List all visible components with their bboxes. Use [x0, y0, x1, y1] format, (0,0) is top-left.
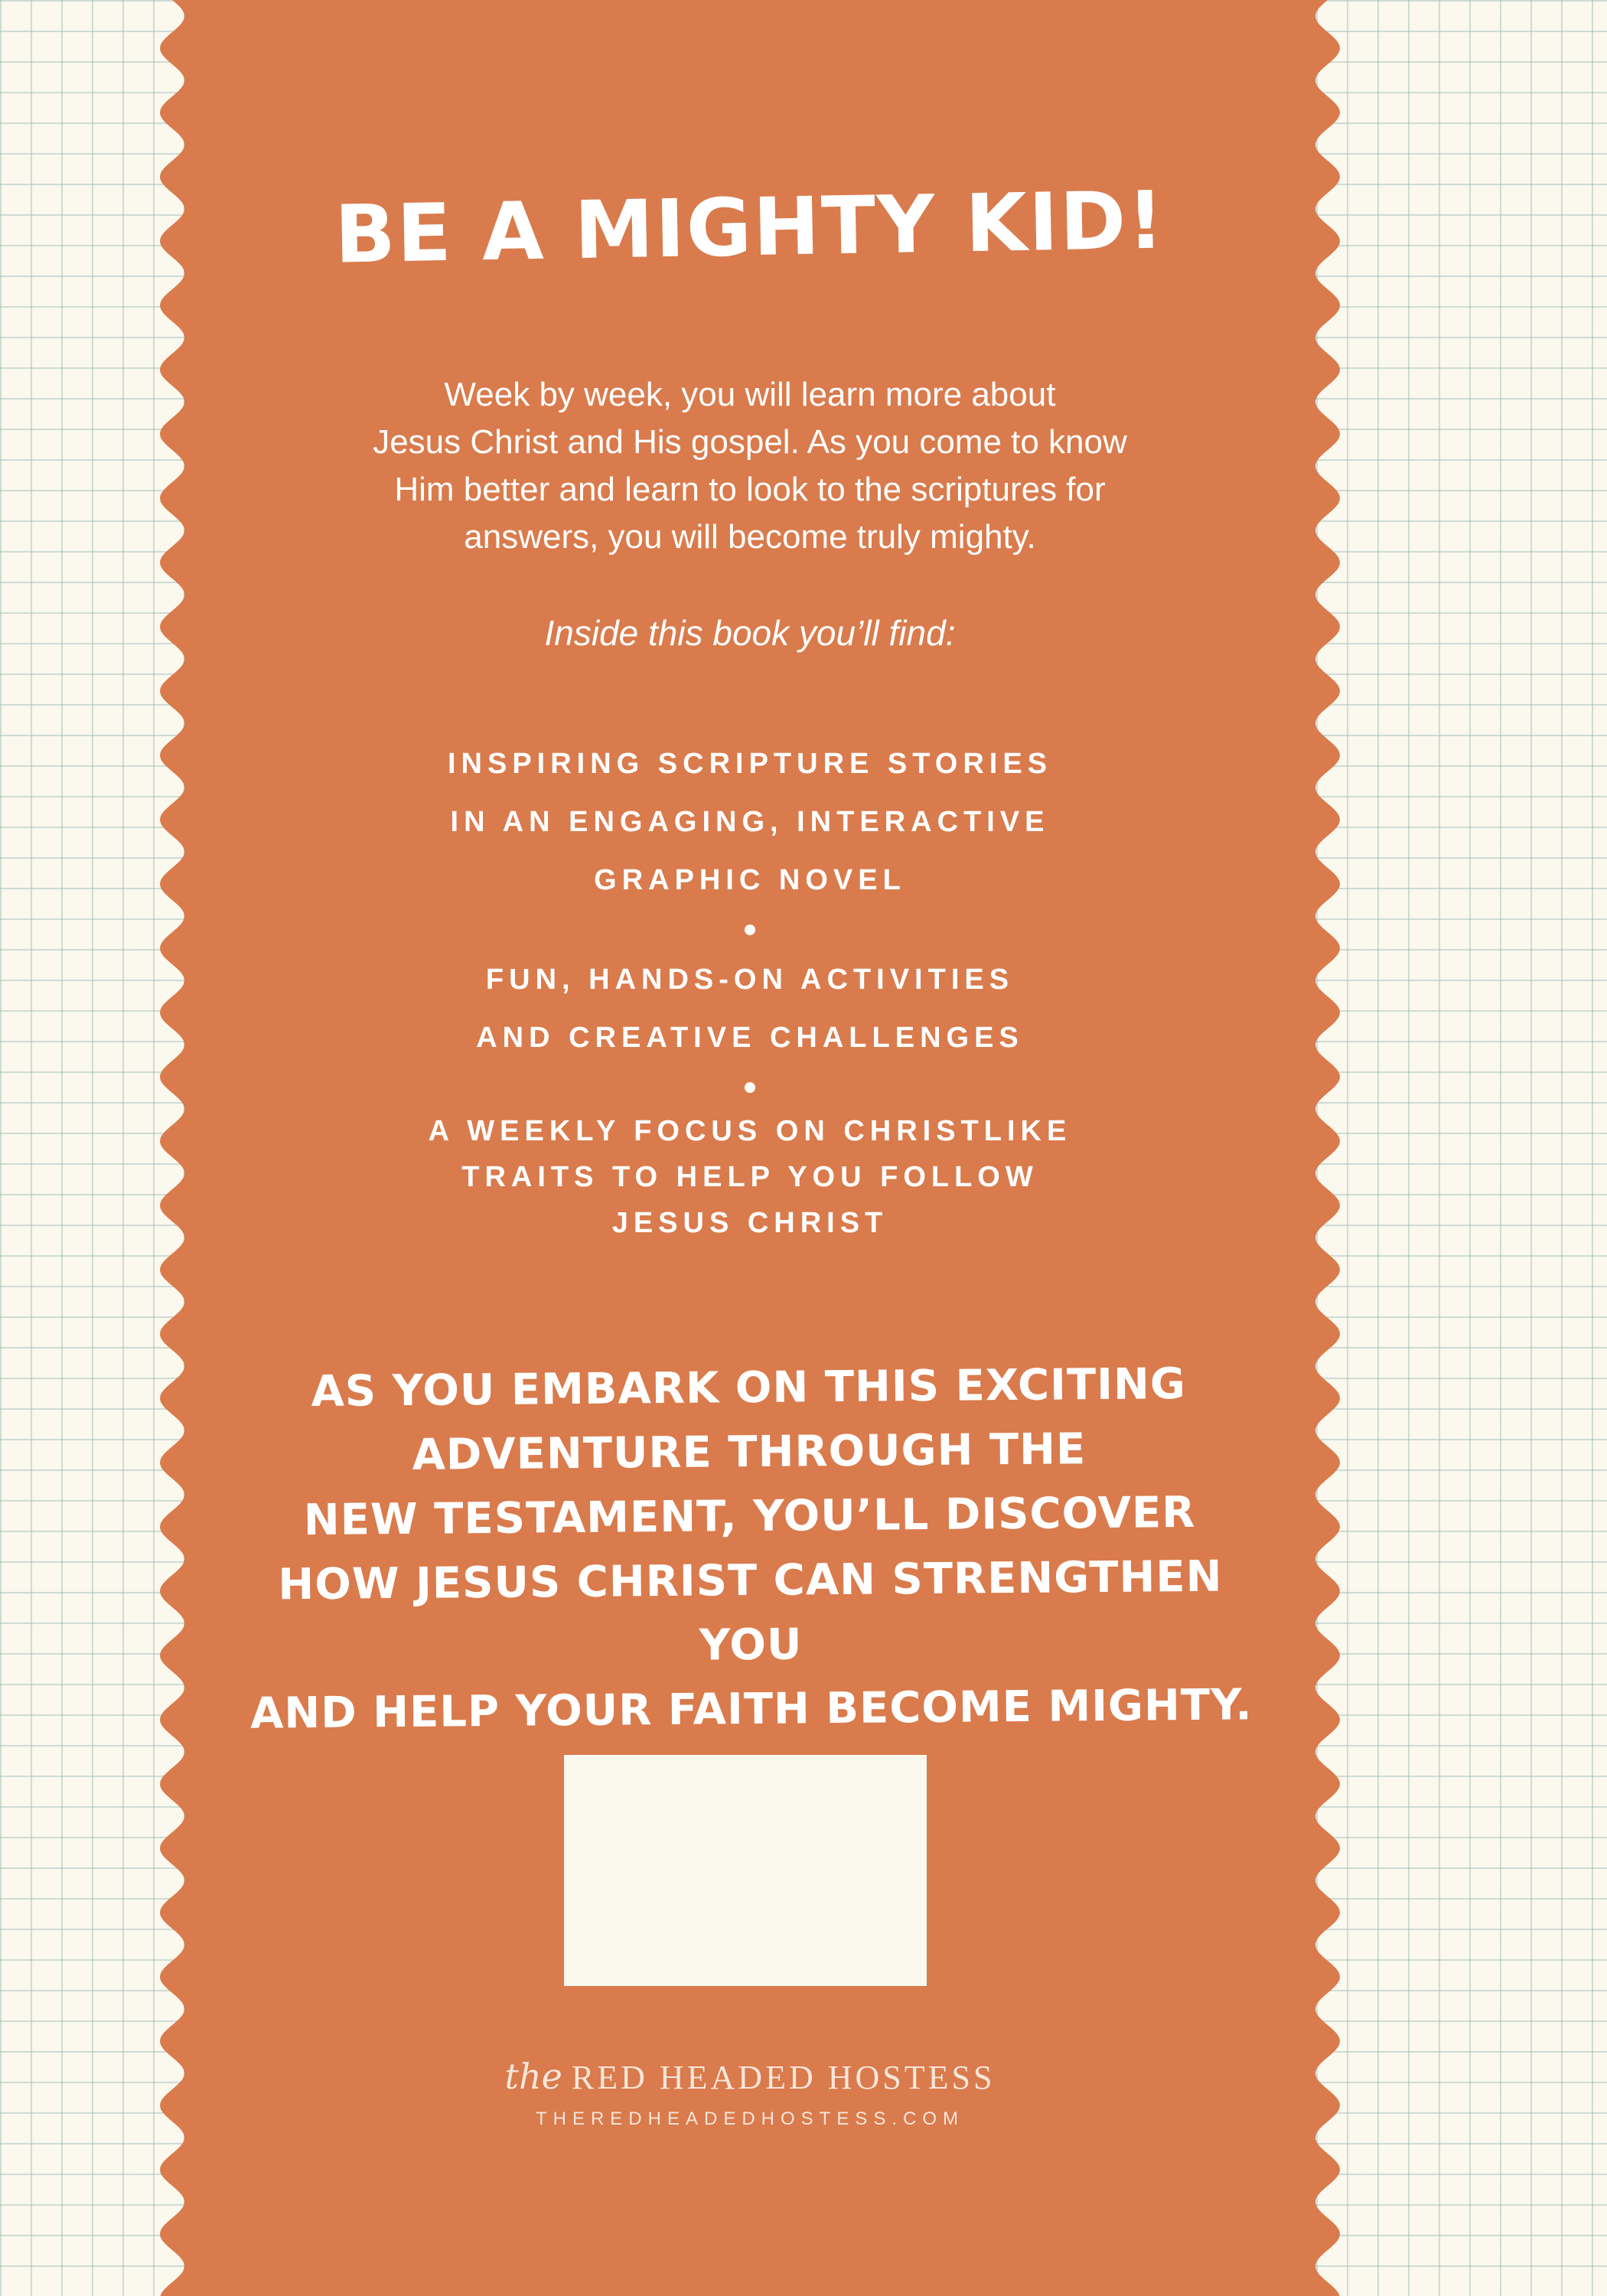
closing-line: ADVENTURE THROUGH THE	[412, 1424, 1087, 1480]
feature-list	[291, 735, 1209, 1246]
feature-item	[291, 1108, 1209, 1246]
brand-logo	[199, 2056, 1301, 2097]
intro-line: Jesus Christ and His gospel. As you come to know	[373, 423, 1127, 461]
feature-line: TRAITS TO HELP YOU FOLLOW	[461, 1161, 1038, 1193]
feature-line: JESUS CHRIST	[611, 1207, 888, 1239]
feature-line: GRAPHIC NOVEL	[594, 864, 906, 896]
intro-line: Him better and learn to look to the scriptures for	[394, 471, 1106, 508]
page-title: BE A MIGHTY KID!	[334, 173, 1166, 282]
bullet-dot-icon	[745, 925, 755, 935]
brand-name: RED HEADED HOSTESS	[571, 2059, 996, 2096]
feature-item	[291, 951, 1209, 1067]
bullet-dot-icon	[745, 1082, 755, 1093]
feature-line: AND CREATIVE CHALLENGES	[476, 1022, 1024, 1054]
closing-line: HOW JESUS CHRIST CAN STRENGTHEN YOU	[278, 1551, 1223, 1671]
closing-line: AND HELP YOUR FAITH BECOME MIGHTY.	[249, 1680, 1253, 1739]
feature-item	[291, 735, 1209, 909]
barcode-placeholder	[564, 1755, 927, 1986]
closing-statement	[228, 1352, 1272, 1746]
intro-paragraph	[291, 371, 1209, 561]
inside-label: Inside this book you’ll find:	[544, 613, 956, 653]
closing-line: NEW TESTAMENT, YOU’LL DISCOVER	[303, 1487, 1196, 1546]
intro-line: answers, you will become truly mighty.	[464, 518, 1036, 556]
back-cover-content	[199, 0, 1301, 2296]
feature-line: IN AN ENGAGING, INTERACTIVE	[450, 806, 1050, 838]
brand-script: the	[504, 2056, 562, 2097]
feature-line: FUN, HANDS-ON ACTIVITIES	[485, 964, 1015, 996]
closing-line: AS YOU EMBARK ON THIS EXCITING	[311, 1359, 1187, 1417]
intro-line: Week by week, you will learn more about	[444, 376, 1056, 413]
website-url[interactable]: THEREDHEADEDHOSTESS.COM	[535, 2108, 965, 2129]
feature-line: A WEEKLY FOCUS ON CHRISTLIKE	[428, 1115, 1072, 1147]
feature-line: INSPIRING SCRIPTURE STORIES	[447, 748, 1053, 780]
